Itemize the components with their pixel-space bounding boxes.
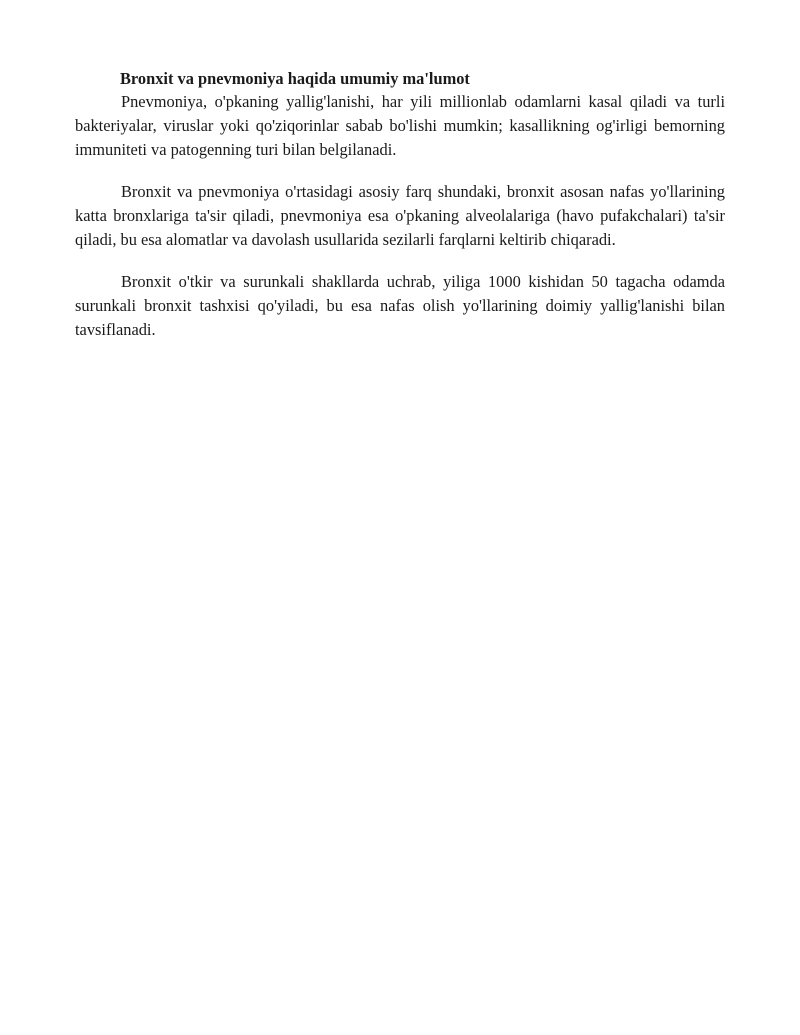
- document-heading: Bronxit va pnevmoniya haqida umumiy ma'lumot: [120, 69, 470, 88]
- paragraph-bronchitis-forms: Bronxit o'tkir va surunkali shakllarda uchrab, yiliga 1000 kishidan 50 tagacha odamda surunkali bronxit tashxisi qo'yiladi, bu esa nafas olish yo'llarining doimiy yallig'lanishi bilan tavsiflanadi.: [75, 272, 725, 339]
- document-body: [75, 68, 725, 342]
- paragraph-pneumonia-intro: Pnevmoniya, o'pkaning yallig'lanishi, har yili millionlab odamlarni kasal qiladi va turli bakteriyalar, viruslar yoki qo'ziqorinlar sabab bo'lishi mumkin; kasallikning og'irligi bemorning immuniteti va patogenning turi bilan belgilanadi.: [75, 92, 725, 159]
- paragraph-bronchitis-vs-pneumonia: Bronxit va pnevmoniya o'rtasidagi asosiy farq shundaki, bronxit asosan nafas yo'llarining katta bronxlariga ta'sir qiladi, pnevmoniya esa o'pkaning alveolalariga (havo pufakchalari) ta'sir qiladi, bu esa alomatlar va davolash usullarida sezilarli farqlarni keltirib chiqaradi.: [75, 182, 725, 249]
